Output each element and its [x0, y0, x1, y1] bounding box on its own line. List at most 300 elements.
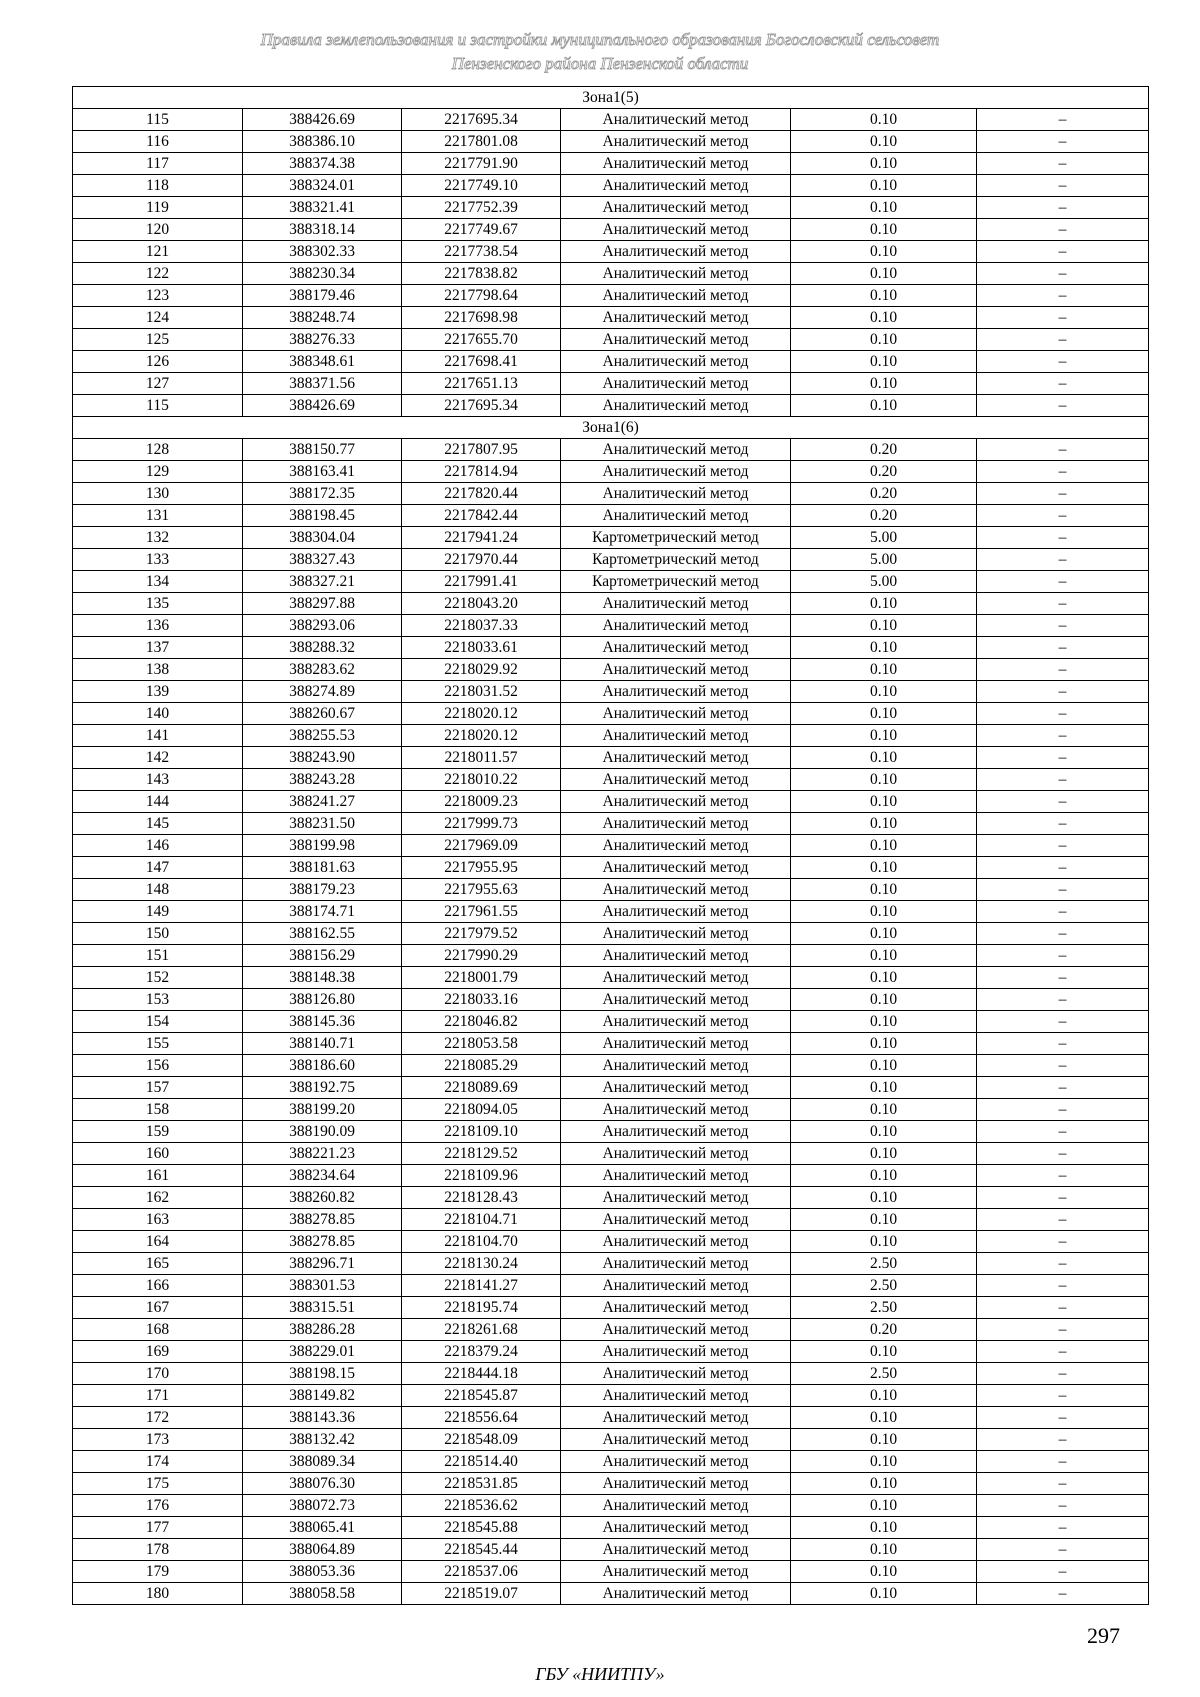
- accuracy-cell: 0.10: [791, 681, 977, 703]
- point-number-cell: 132: [73, 527, 243, 549]
- x-coordinate-cell: 388181.63: [243, 857, 402, 879]
- point-number-cell: 127: [73, 373, 243, 395]
- table-row: [73, 219, 1149, 241]
- y-coordinate-cell: 2218001.79: [402, 967, 561, 989]
- y-coordinate-cell: 2218085.29: [402, 1055, 561, 1077]
- method-cell: Аналитический метод: [561, 1297, 791, 1319]
- accuracy-cell: 0.10: [791, 1033, 977, 1055]
- method-cell: Аналитический метод: [561, 857, 791, 879]
- table-row: [73, 1055, 1149, 1077]
- x-coordinate-cell: 388186.60: [243, 1055, 402, 1077]
- method-cell: Аналитический метод: [561, 1561, 791, 1583]
- accuracy-cell: 0.10: [791, 1451, 977, 1473]
- method-cell: Аналитический метод: [561, 1407, 791, 1429]
- point-number-cell: 156: [73, 1055, 243, 1077]
- point-number-cell: 139: [73, 681, 243, 703]
- note-cell: –: [977, 967, 1149, 989]
- method-cell: Аналитический метод: [561, 637, 791, 659]
- method-cell: Аналитический метод: [561, 1011, 791, 1033]
- accuracy-cell: 0.10: [791, 989, 977, 1011]
- x-coordinate-cell: 388065.41: [243, 1517, 402, 1539]
- point-number-cell: 151: [73, 945, 243, 967]
- x-coordinate-cell: 388156.29: [243, 945, 402, 967]
- x-coordinate-cell: 388255.53: [243, 725, 402, 747]
- method-cell: Аналитический метод: [561, 1121, 791, 1143]
- x-coordinate-cell: 388371.56: [243, 373, 402, 395]
- point-number-cell: 115: [73, 395, 243, 417]
- table-row: [73, 395, 1149, 417]
- note-cell: –: [977, 1077, 1149, 1099]
- point-number-cell: 134: [73, 571, 243, 593]
- method-cell: Аналитический метод: [561, 703, 791, 725]
- method-cell: Аналитический метод: [561, 791, 791, 813]
- table-row: [73, 615, 1149, 637]
- accuracy-cell: 0.10: [791, 1077, 977, 1099]
- note-cell: –: [977, 681, 1149, 703]
- point-number-cell: 118: [73, 175, 243, 197]
- point-number-cell: 173: [73, 1429, 243, 1451]
- point-number-cell: 146: [73, 835, 243, 857]
- method-cell: Аналитический метод: [561, 725, 791, 747]
- y-coordinate-cell: 2218379.24: [402, 1341, 561, 1363]
- method-cell: Аналитический метод: [561, 681, 791, 703]
- point-number-cell: 120: [73, 219, 243, 241]
- note-cell: –: [977, 593, 1149, 615]
- method-cell: Аналитический метод: [561, 1517, 791, 1539]
- point-number-cell: 117: [73, 153, 243, 175]
- table-row: [73, 1231, 1149, 1253]
- note-cell: –: [977, 1121, 1149, 1143]
- method-cell: Аналитический метод: [561, 175, 791, 197]
- x-coordinate-cell: 388301.53: [243, 1275, 402, 1297]
- y-coordinate-cell: 2218033.61: [402, 637, 561, 659]
- x-coordinate-cell: 388089.34: [243, 1451, 402, 1473]
- y-coordinate-cell: 2218046.82: [402, 1011, 561, 1033]
- x-coordinate-cell: 388278.85: [243, 1231, 402, 1253]
- note-cell: –: [977, 1495, 1149, 1517]
- y-coordinate-cell: 2218531.85: [402, 1473, 561, 1495]
- table-row: [73, 439, 1149, 461]
- method-cell: Аналитический метод: [561, 659, 791, 681]
- accuracy-cell: 0.10: [791, 945, 977, 967]
- note-cell: –: [977, 527, 1149, 549]
- point-number-cell: 131: [73, 505, 243, 527]
- note-cell: –: [977, 219, 1149, 241]
- point-number-cell: 180: [73, 1583, 243, 1605]
- accuracy-cell: 0.10: [791, 593, 977, 615]
- accuracy-cell: 0.10: [791, 197, 977, 219]
- note-cell: –: [977, 1517, 1149, 1539]
- note-cell: –: [977, 285, 1149, 307]
- running-header: [0, 28, 1200, 76]
- method-cell: Аналитический метод: [561, 813, 791, 835]
- x-coordinate-cell: 388179.23: [243, 879, 402, 901]
- accuracy-cell: 0.10: [791, 1055, 977, 1077]
- point-number-cell: 130: [73, 483, 243, 505]
- point-number-cell: 167: [73, 1297, 243, 1319]
- note-cell: –: [977, 659, 1149, 681]
- y-coordinate-cell: 2217970.44: [402, 549, 561, 571]
- table-row: [73, 373, 1149, 395]
- note-cell: –: [977, 1363, 1149, 1385]
- accuracy-cell: 0.10: [791, 373, 977, 395]
- y-coordinate-cell: 2218094.05: [402, 1099, 561, 1121]
- x-coordinate-cell: 388318.14: [243, 219, 402, 241]
- accuracy-cell: 5.00: [791, 571, 977, 593]
- table-row: [73, 1121, 1149, 1143]
- x-coordinate-cell: 388327.21: [243, 571, 402, 593]
- method-cell: Аналитический метод: [561, 1583, 791, 1605]
- point-number-cell: 174: [73, 1451, 243, 1473]
- table-row: [73, 1275, 1149, 1297]
- method-cell: Аналитический метод: [561, 131, 791, 153]
- accuracy-cell: 0.10: [791, 725, 977, 747]
- x-coordinate-cell: 388145.36: [243, 1011, 402, 1033]
- table-row: [73, 1077, 1149, 1099]
- point-number-cell: 179: [73, 1561, 243, 1583]
- y-coordinate-cell: 2218029.92: [402, 659, 561, 681]
- method-cell: Аналитический метод: [561, 1275, 791, 1297]
- x-coordinate-cell: 388374.38: [243, 153, 402, 175]
- table-row: [73, 791, 1149, 813]
- point-number-cell: 119: [73, 197, 243, 219]
- y-coordinate-cell: 2218129.52: [402, 1143, 561, 1165]
- note-cell: –: [977, 1055, 1149, 1077]
- point-number-cell: 162: [73, 1187, 243, 1209]
- table-row: [73, 461, 1149, 483]
- y-coordinate-cell: 2217969.09: [402, 835, 561, 857]
- accuracy-cell: 0.10: [791, 857, 977, 879]
- table-row: [73, 1341, 1149, 1363]
- note-cell: –: [977, 153, 1149, 175]
- table-row: [73, 923, 1149, 945]
- x-coordinate-cell: 388058.58: [243, 1583, 402, 1605]
- note-cell: –: [977, 197, 1149, 219]
- y-coordinate-cell: 2218043.20: [402, 593, 561, 615]
- accuracy-cell: 0.10: [791, 1495, 977, 1517]
- table-row: [73, 1517, 1149, 1539]
- x-coordinate-cell: 388230.34: [243, 263, 402, 285]
- x-coordinate-cell: 388053.36: [243, 1561, 402, 1583]
- table-row: [73, 527, 1149, 549]
- note-cell: –: [977, 1209, 1149, 1231]
- zone-title: Зона1(6): [73, 417, 1149, 439]
- accuracy-cell: 0.10: [791, 901, 977, 923]
- table-row: [73, 857, 1149, 879]
- accuracy-cell: 0.10: [791, 1099, 977, 1121]
- method-cell: Аналитический метод: [561, 769, 791, 791]
- x-coordinate-cell: 388190.09: [243, 1121, 402, 1143]
- table-row: [73, 1033, 1149, 1055]
- y-coordinate-cell: 2218089.69: [402, 1077, 561, 1099]
- x-coordinate-cell: 388426.69: [243, 109, 402, 131]
- point-number-cell: 154: [73, 1011, 243, 1033]
- accuracy-cell: 0.10: [791, 769, 977, 791]
- point-number-cell: 121: [73, 241, 243, 263]
- note-cell: –: [977, 1473, 1149, 1495]
- accuracy-cell: 0.10: [791, 879, 977, 901]
- y-coordinate-cell: 2217961.55: [402, 901, 561, 923]
- method-cell: Аналитический метод: [561, 1341, 791, 1363]
- method-cell: Аналитический метод: [561, 1187, 791, 1209]
- accuracy-cell: 0.20: [791, 1319, 977, 1341]
- note-cell: –: [977, 769, 1149, 791]
- point-number-cell: 126: [73, 351, 243, 373]
- accuracy-cell: 0.10: [791, 813, 977, 835]
- point-number-cell: 136: [73, 615, 243, 637]
- method-cell: Аналитический метод: [561, 329, 791, 351]
- x-coordinate-cell: 388248.74: [243, 307, 402, 329]
- accuracy-cell: 0.10: [791, 747, 977, 769]
- point-number-cell: 128: [73, 439, 243, 461]
- point-number-cell: 157: [73, 1077, 243, 1099]
- note-cell: –: [977, 1099, 1149, 1121]
- y-coordinate-cell: 2218104.70: [402, 1231, 561, 1253]
- method-cell: Аналитический метод: [561, 967, 791, 989]
- point-number-cell: 152: [73, 967, 243, 989]
- y-coordinate-cell: 2217749.67: [402, 219, 561, 241]
- y-coordinate-cell: 2217999.73: [402, 813, 561, 835]
- table-row: [73, 681, 1149, 703]
- accuracy-cell: 0.20: [791, 439, 977, 461]
- x-coordinate-cell: 388304.04: [243, 527, 402, 549]
- table-row: [73, 813, 1149, 835]
- x-coordinate-cell: 388348.61: [243, 351, 402, 373]
- note-cell: –: [977, 1275, 1149, 1297]
- accuracy-cell: 0.10: [791, 835, 977, 857]
- method-cell: Аналитический метод: [561, 1495, 791, 1517]
- y-coordinate-cell: 2218141.27: [402, 1275, 561, 1297]
- table-row: [73, 549, 1149, 571]
- accuracy-cell: 0.20: [791, 505, 977, 527]
- page-number: 297: [1087, 1623, 1120, 1648]
- x-coordinate-cell: 388288.32: [243, 637, 402, 659]
- accuracy-cell: 0.10: [791, 1429, 977, 1451]
- x-coordinate-cell: 388315.51: [243, 1297, 402, 1319]
- y-coordinate-cell: 2218545.44: [402, 1539, 561, 1561]
- accuracy-cell: 0.10: [791, 659, 977, 681]
- coordinates-table: [72, 86, 1149, 1605]
- table-row: [73, 109, 1149, 131]
- x-coordinate-cell: 388274.89: [243, 681, 402, 703]
- x-coordinate-cell: 388199.20: [243, 1099, 402, 1121]
- method-cell: Аналитический метод: [561, 1363, 791, 1385]
- accuracy-cell: 0.20: [791, 483, 977, 505]
- point-number-cell: 175: [73, 1473, 243, 1495]
- accuracy-cell: 0.10: [791, 1209, 977, 1231]
- table-row: [73, 1165, 1149, 1187]
- note-cell: –: [977, 1341, 1149, 1363]
- accuracy-cell: 0.10: [791, 1187, 977, 1209]
- note-cell: –: [977, 747, 1149, 769]
- method-cell: Аналитический метод: [561, 461, 791, 483]
- note-cell: –: [977, 1297, 1149, 1319]
- point-number-cell: 122: [73, 263, 243, 285]
- table-row: [73, 659, 1149, 681]
- table-row: [73, 197, 1149, 219]
- running-header-line-2: Пензенского района Пензенской области: [451, 54, 749, 73]
- accuracy-cell: 0.10: [791, 175, 977, 197]
- accuracy-cell: 0.10: [791, 1341, 977, 1363]
- method-cell: Аналитический метод: [561, 879, 791, 901]
- note-cell: –: [977, 1385, 1149, 1407]
- note-cell: –: [977, 725, 1149, 747]
- method-cell: Аналитический метод: [561, 901, 791, 923]
- note-cell: –: [977, 1451, 1149, 1473]
- accuracy-cell: 0.10: [791, 1539, 977, 1561]
- y-coordinate-cell: 2217791.90: [402, 153, 561, 175]
- accuracy-cell: 0.10: [791, 1561, 977, 1583]
- point-number-cell: 129: [73, 461, 243, 483]
- note-cell: –: [977, 1583, 1149, 1605]
- x-coordinate-cell: 388241.27: [243, 791, 402, 813]
- note-cell: –: [977, 703, 1149, 725]
- note-cell: –: [977, 1319, 1149, 1341]
- note-cell: –: [977, 1187, 1149, 1209]
- method-cell: Аналитический метод: [561, 285, 791, 307]
- method-cell: Картометрический метод: [561, 549, 791, 571]
- table-row: [73, 1187, 1149, 1209]
- x-coordinate-cell: 388302.33: [243, 241, 402, 263]
- point-number-cell: 124: [73, 307, 243, 329]
- note-cell: –: [977, 945, 1149, 967]
- x-coordinate-cell: 388172.35: [243, 483, 402, 505]
- y-coordinate-cell: 2217752.39: [402, 197, 561, 219]
- note-cell: –: [977, 373, 1149, 395]
- note-cell: –: [977, 1429, 1149, 1451]
- y-coordinate-cell: 2217695.34: [402, 109, 561, 131]
- note-cell: –: [977, 549, 1149, 571]
- x-coordinate-cell: 388286.28: [243, 1319, 402, 1341]
- x-coordinate-cell: 388064.89: [243, 1539, 402, 1561]
- table-row: [73, 1297, 1149, 1319]
- accuracy-cell: 0.10: [791, 1583, 977, 1605]
- y-coordinate-cell: 2217801.08: [402, 131, 561, 153]
- note-cell: –: [977, 1539, 1149, 1561]
- point-number-cell: 177: [73, 1517, 243, 1539]
- table-row: [73, 747, 1149, 769]
- note-cell: –: [977, 637, 1149, 659]
- x-coordinate-cell: 388132.42: [243, 1429, 402, 1451]
- table-row: [73, 1473, 1149, 1495]
- note-cell: –: [977, 109, 1149, 131]
- y-coordinate-cell: 2218444.18: [402, 1363, 561, 1385]
- note-cell: –: [977, 241, 1149, 263]
- note-cell: –: [977, 1033, 1149, 1055]
- accuracy-cell: 0.10: [791, 1165, 977, 1187]
- method-cell: Аналитический метод: [561, 395, 791, 417]
- y-coordinate-cell: 2217991.41: [402, 571, 561, 593]
- table-row: [73, 835, 1149, 857]
- method-cell: Аналитический метод: [561, 483, 791, 505]
- y-coordinate-cell: 2217820.44: [402, 483, 561, 505]
- y-coordinate-cell: 2218011.57: [402, 747, 561, 769]
- x-coordinate-cell: 388199.98: [243, 835, 402, 857]
- method-cell: Аналитический метод: [561, 1429, 791, 1451]
- x-coordinate-cell: 388072.73: [243, 1495, 402, 1517]
- y-coordinate-cell: 2218020.12: [402, 703, 561, 725]
- x-coordinate-cell: 388198.45: [243, 505, 402, 527]
- y-coordinate-cell: 2218020.12: [402, 725, 561, 747]
- point-number-cell: 123: [73, 285, 243, 307]
- x-coordinate-cell: 388192.75: [243, 1077, 402, 1099]
- x-coordinate-cell: 388140.71: [243, 1033, 402, 1055]
- method-cell: Аналитический метод: [561, 1077, 791, 1099]
- method-cell: Аналитический метод: [561, 989, 791, 1011]
- accuracy-cell: 0.10: [791, 1143, 977, 1165]
- accuracy-cell: 0.10: [791, 967, 977, 989]
- table-row: [73, 1253, 1149, 1275]
- y-coordinate-cell: 2218195.74: [402, 1297, 561, 1319]
- table-row: [73, 879, 1149, 901]
- y-coordinate-cell: 2218037.33: [402, 615, 561, 637]
- y-coordinate-cell: 2217651.13: [402, 373, 561, 395]
- method-cell: Аналитический метод: [561, 1473, 791, 1495]
- y-coordinate-cell: 2217749.10: [402, 175, 561, 197]
- accuracy-cell: 0.10: [791, 109, 977, 131]
- accuracy-cell: 0.10: [791, 615, 977, 637]
- y-coordinate-cell: 2217979.52: [402, 923, 561, 945]
- table-row: [73, 505, 1149, 527]
- accuracy-cell: 5.00: [791, 549, 977, 571]
- x-coordinate-cell: 388243.28: [243, 769, 402, 791]
- y-coordinate-cell: 2217738.54: [402, 241, 561, 263]
- accuracy-cell: 0.10: [791, 329, 977, 351]
- point-number-cell: 140: [73, 703, 243, 725]
- x-coordinate-cell: 388143.36: [243, 1407, 402, 1429]
- accuracy-cell: 0.10: [791, 923, 977, 945]
- method-cell: Аналитический метод: [561, 505, 791, 527]
- y-coordinate-cell: 2218009.23: [402, 791, 561, 813]
- y-coordinate-cell: 2217698.41: [402, 351, 561, 373]
- accuracy-cell: 0.10: [791, 395, 977, 417]
- point-number-cell: 168: [73, 1319, 243, 1341]
- note-cell: –: [977, 1231, 1149, 1253]
- y-coordinate-cell: 2218031.52: [402, 681, 561, 703]
- x-coordinate-cell: 388229.01: [243, 1341, 402, 1363]
- x-coordinate-cell: 388296.71: [243, 1253, 402, 1275]
- method-cell: Аналитический метод: [561, 439, 791, 461]
- note-cell: –: [977, 835, 1149, 857]
- note-cell: –: [977, 1253, 1149, 1275]
- point-number-cell: 164: [73, 1231, 243, 1253]
- point-number-cell: 150: [73, 923, 243, 945]
- accuracy-cell: 0.10: [791, 1231, 977, 1253]
- accuracy-cell: 0.10: [791, 1473, 977, 1495]
- accuracy-cell: 0.20: [791, 461, 977, 483]
- x-coordinate-cell: 388174.71: [243, 901, 402, 923]
- note-cell: –: [977, 1407, 1149, 1429]
- y-coordinate-cell: 2218545.87: [402, 1385, 561, 1407]
- point-number-cell: 125: [73, 329, 243, 351]
- point-number-cell: 145: [73, 813, 243, 835]
- note-cell: –: [977, 483, 1149, 505]
- note-cell: –: [977, 791, 1149, 813]
- accuracy-cell: 2.50: [791, 1297, 977, 1319]
- y-coordinate-cell: 2218109.10: [402, 1121, 561, 1143]
- method-cell: Аналитический метод: [561, 1165, 791, 1187]
- table-row: [73, 1385, 1149, 1407]
- point-number-cell: 161: [73, 1165, 243, 1187]
- y-coordinate-cell: 2218556.64: [402, 1407, 561, 1429]
- point-number-cell: 159: [73, 1121, 243, 1143]
- accuracy-cell: 5.00: [791, 527, 977, 549]
- zone-header-row: [73, 417, 1149, 439]
- table-row: [73, 593, 1149, 615]
- x-coordinate-cell: 388076.30: [243, 1473, 402, 1495]
- accuracy-cell: 0.10: [791, 1407, 977, 1429]
- method-cell: Аналитический метод: [561, 263, 791, 285]
